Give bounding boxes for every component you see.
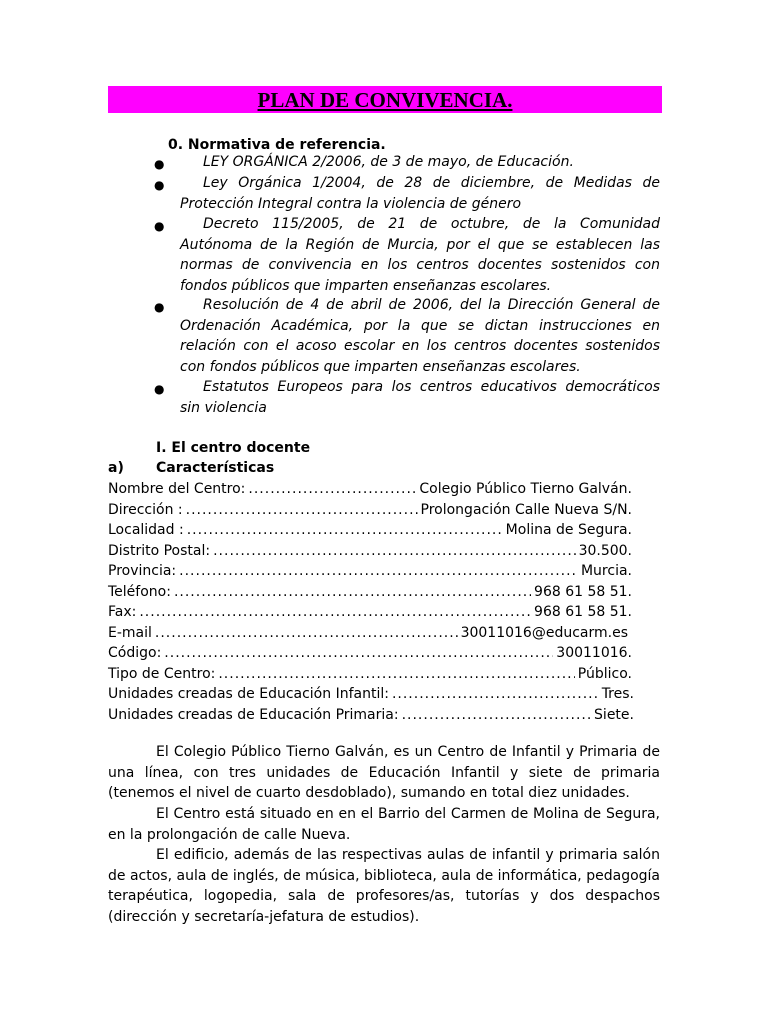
field-value: Murcia. xyxy=(580,563,632,579)
normativa-item-5: Estatutos Europeos para los centros educativos democráticos sin violencia xyxy=(180,379,660,416)
field-value: Siete. xyxy=(594,707,634,723)
leader-dots xyxy=(164,643,553,664)
normativa-item-2: Ley Orgánica 1/2004, de 28 de diciembre, de Medidas de Protección Integral contra la violencia de género xyxy=(180,175,660,212)
field-label: Código: xyxy=(108,645,162,661)
field-value: 30011016. xyxy=(556,645,632,661)
field-unidades-primaria xyxy=(108,705,634,726)
leader-dots xyxy=(402,705,591,726)
document-title: PLAN DE CONVIVENCIA. xyxy=(108,86,662,113)
bullet-icon: ● xyxy=(154,219,165,233)
leader-dots xyxy=(179,561,578,582)
body-paragraph-1: El Colegio Público Tierno Galván, es un Centro de Infantil y Primaria de una línea, con tres unidades de Educación Infantil y siete de primaria (tenemos el nivel de cuarto desdoblado), sumando en total diez unidades. xyxy=(108,744,660,801)
field-label: Fax: xyxy=(108,604,137,620)
bullet-icon: ● xyxy=(154,300,165,314)
field-fax xyxy=(108,602,632,623)
field-label: E-mail xyxy=(108,625,152,641)
leader-dots xyxy=(248,479,416,500)
field-telefono xyxy=(108,582,632,603)
leader-dots xyxy=(392,684,599,705)
field-label: Unidades creadas de Educación Primaria: xyxy=(108,707,399,723)
leader-dots xyxy=(218,664,574,685)
subsection-heading: Características xyxy=(156,460,275,476)
leader-dots xyxy=(187,520,503,541)
field-email xyxy=(108,623,628,644)
bullet-icon: ● xyxy=(154,382,165,396)
leader-dots xyxy=(139,602,531,623)
field-localidad xyxy=(108,520,632,541)
field-value: Tres. xyxy=(601,686,634,702)
field-value: 30011016@educarm.es xyxy=(460,625,628,641)
field-label: Nombre del Centro: xyxy=(108,481,246,497)
bullet-icon: ● xyxy=(154,178,165,192)
section1-heading: I. El centro docente xyxy=(156,440,311,456)
field-label: Tipo de Centro: xyxy=(108,666,216,682)
subsection-marker: a) xyxy=(108,460,124,476)
section0-heading: 0. Normativa de referencia. xyxy=(168,137,386,153)
field-label: Unidades creadas de Educación Infantil: xyxy=(108,686,389,702)
leader-dots xyxy=(186,500,418,521)
field-value: 30.500. xyxy=(578,543,632,559)
field-provincia xyxy=(108,561,632,582)
field-value: 968 61 58 51. xyxy=(534,584,632,600)
field-label: Dirección : xyxy=(108,502,183,518)
leader-dots xyxy=(213,541,575,562)
leader-dots xyxy=(155,623,458,644)
field-codigo xyxy=(108,643,632,664)
field-value: Público. xyxy=(577,666,632,682)
normativa-item-3: Decreto 115/2005, de 21 de octubre, de la Comunidad Autónoma de la Región de Murcia, por el que se establecen las normas de convivencia en los centros docentes sostenidos con fondos públicos que imparten enseñanzas escolares. xyxy=(180,216,660,294)
field-label: Teléfono: xyxy=(108,584,171,600)
field-label: Localidad : xyxy=(108,522,184,538)
field-tipo-centro xyxy=(108,664,632,685)
normativa-item-4: Resolución de 4 de abril de 2006, del la Dirección General de Ordenación Académica, por la que se dictan instrucciones en relación con el acoso escolar en los centros docentes sostenidos con fondos públicos que imparten enseñanzas escolares. xyxy=(180,297,660,375)
bullet-icon: ● xyxy=(154,157,165,171)
field-value: Molina de Segura. xyxy=(505,522,632,538)
field-unidades-infantil xyxy=(108,684,634,705)
field-label: Distrito Postal: xyxy=(108,543,211,559)
field-label: Provincia: xyxy=(108,563,177,579)
field-value: Colegio Público Tierno Galván. xyxy=(419,481,632,497)
field-direccion xyxy=(108,500,632,521)
field-value: Prolongación Calle Nueva S/N. xyxy=(420,502,632,518)
field-value: 968 61 58 51. xyxy=(534,604,632,620)
field-nombre-centro xyxy=(108,479,632,500)
field-distrito-postal xyxy=(108,541,632,562)
body-paragraph-2: El Centro está situado en en el Barrio del Carmen de Molina de Segura, en la prolongación de calle Nueva. xyxy=(108,806,660,843)
leader-dots xyxy=(174,582,531,603)
body-paragraph-3: El edificio, además de las respectivas aulas de infantil y primaria salón de actos, aula de inglés, de música, biblioteca, aula de informática, pedagogía terapéutica, logopedia, sala de profesores/as, tutorías y dos despachos (dirección y secretaría-jefatura de estudios). xyxy=(108,847,660,925)
normativa-item-1: LEY ORGÁNICA 2/2006, de 3 de mayo, de Educación. xyxy=(203,154,574,170)
